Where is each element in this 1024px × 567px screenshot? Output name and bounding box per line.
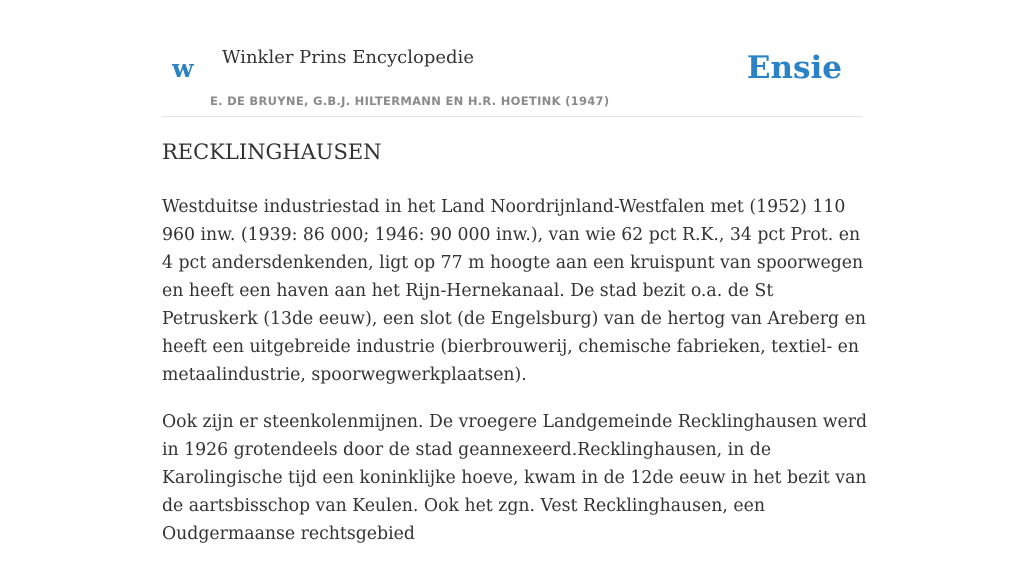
source-title-link[interactable]: Winkler Prins Encyclopedie (222, 47, 474, 68)
article-headword: RECKLINGHAUSEN (162, 140, 382, 164)
article-paragraph: Westduitse industriestad in het Land Noordrijnland-Westfalen met (1952) 110 960 inw. (1939: 86 000; 1946: 90 000 inw.), van wie 62 pct R.K., 34 pct Prot. en 4 pct andersdenkenden, ligt op 77 m hoogte aan een kruispunt van spoorwegen en heeft een haven aan het Rijn-Hernekanaal. De stad bezit o.a. de St Petruskerk (13de eeuw), een slot (de Engelsburg) van de hertog van Areberg en heeft een uitgebreide industrie (bierbrouwerij, chemische fabrieken, textiel- en metaalindustrie, spoorwegwerkplaatsen). (162, 197, 866, 385)
site-header (162, 38, 862, 117)
article-paragraph: Ook zijn er steenkolenmijnen. De vroegere Landgemeinde Recklinghausen werd in 1926 grotendeels door de stad geannexeerd.Recklinghausen, in de Karolingische tijd een koninklijke hoeve, kwam in de 12de eeuw in het bezit van de aartsbisschop van Keulen. Ook het zgn. Vest Recklinghausen, een Oudgermaanse rechtsgebied (162, 412, 868, 544)
source-authors: E. DE BRUYNE, G.B.J. HILTERMANN EN H.R. HOETINK (1947) (210, 94, 610, 108)
winkler-prins-logo-icon[interactable]: w (172, 54, 194, 83)
ensie-logo-link[interactable]: Ensie (746, 50, 842, 86)
article-body (162, 193, 868, 567)
